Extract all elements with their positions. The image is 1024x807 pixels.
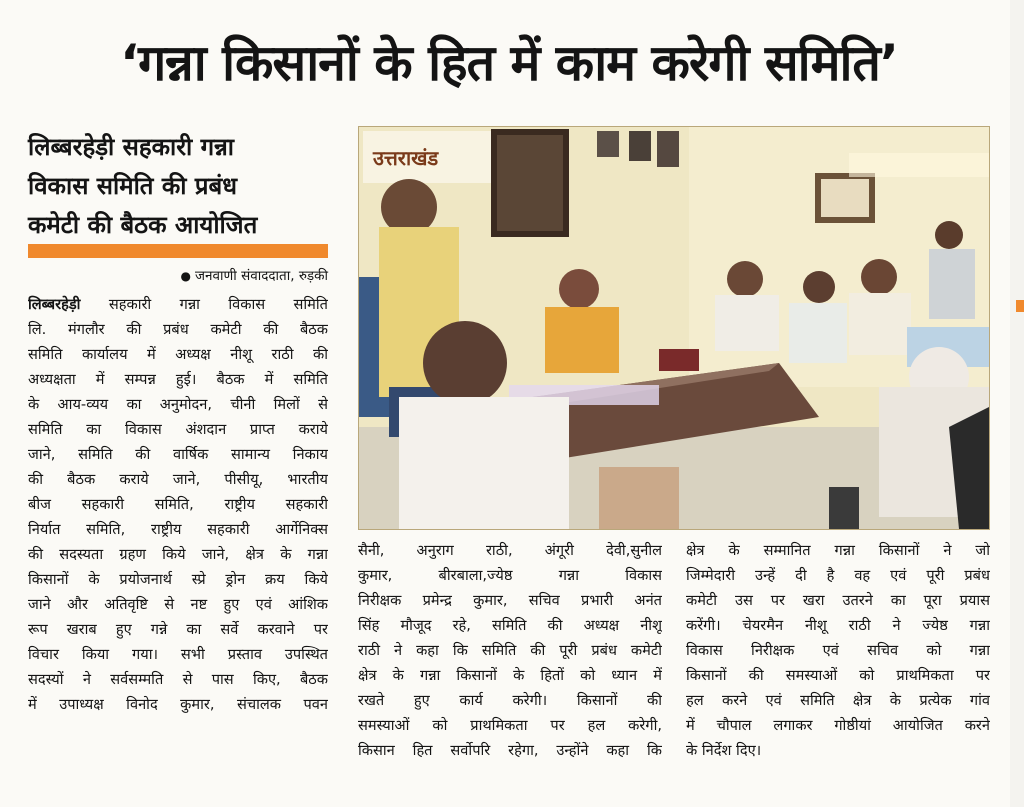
headline: ‘गन्ना किसानों के हित में काम करेगी समिति’ (120, 34, 898, 92)
subheadline-line: विकास समिति की प्रबंध (28, 172, 237, 200)
byline (28, 266, 328, 284)
subheadline-line: लिब्बरहेड़ी सहकारी गन्ना (28, 133, 235, 161)
article-line: की सदस्यता ग्रहण किये जाने, क्षेत्र के गन्ना (28, 546, 328, 563)
article-line: लिब्बरहेड़ी सहकारी गन्ना विकास समिति (28, 296, 328, 313)
article-line: किसानों के प्रयोजनार्थ स्प्रे ड्रोन क्रय किये (28, 571, 328, 588)
article-column-3 (686, 538, 990, 763)
article-line: क्षेत्र के सम्मानित गन्ना किसानों ने जो (686, 542, 990, 559)
article-line: जाने, समिति की वार्षिक सामान्य निकाय (28, 446, 328, 463)
article-line: किसानों की समस्याओं को प्राथमिकता पर (686, 667, 990, 684)
article-line: करेंगी। चेयरमैन नीशू राठी ने ज्येष्ठ गन्ना (686, 617, 990, 634)
article-line: रूप खराब हुए गन्ने का सर्वे करवाने पर (28, 621, 328, 638)
accent-bar (28, 244, 328, 258)
article-line: समिति कार्यालय में अध्यक्ष नीशू राठी की (28, 346, 328, 363)
article-line: विकास निरीक्षक एवं सचिव को गन्ना (686, 642, 990, 659)
article-line: अध्यक्षता में सम्पन्न हुई। बैठक में समिति (28, 371, 328, 388)
article-line: निर्यात समिति, राष्ट्रीय सहकारी आर्गेनिक्स (28, 521, 328, 538)
article-column-1 (28, 292, 328, 717)
article-line: सदस्यों ने सर्वसम्मति से पास किए, बैठक (28, 671, 328, 688)
article-line: रखते हुए कार्य करेगी। किसानों की (358, 692, 662, 709)
subheadline-line: कमेटी की बैठक आयोजित (28, 211, 258, 239)
article-line: निरीक्षक प्रमेन्द्र कुमार, सचिव प्रभारी अनंत (358, 592, 662, 609)
adjacent-accent-mark (1016, 300, 1024, 312)
article-line: में उपाध्यक्ष विनोद कुमार, संचालक पवन (28, 696, 328, 713)
lead-word: लिब्बरहेड़ी (28, 296, 81, 313)
article-line: बीज सहकारी समिति, राष्ट्रीय सहकारी (28, 496, 328, 513)
wall-sign-text: उत्तराखंड (373, 146, 439, 170)
article-line: विचार किया गया। सभी प्रस्ताव उपस्थित (28, 646, 328, 663)
article-line: के निर्देश दिए। (686, 742, 762, 759)
article-line: कुमार, बीरबाला,ज्येष्ठ गन्ना विकास (358, 567, 662, 584)
article-column-2 (358, 538, 662, 763)
bullet-icon: ● (180, 269, 192, 283)
article-line: सिंह मौजूद रहे, समिति की अध्यक्ष नीशू (358, 617, 662, 634)
article-line: क्षेत्र के गन्ना किसानों के हितों को ध्यान में (358, 667, 662, 684)
meeting-photo-illustration (359, 127, 989, 529)
article-line: में चौपाल लगाकर गोष्ठीयां आयोजित करने (686, 717, 990, 734)
article-line: जिम्मेदारी उन्हें दी है वह एवं पूरी प्रबंध (686, 567, 990, 584)
article-line: जाने और अतिवृष्टि से नष्ट हुए एवं आंशिक (28, 596, 328, 613)
article-line: के आय-व्यय का अनुमोदन, चीनी मिलों से (28, 396, 328, 413)
article-line: समिति का विकास अंशदान प्राप्त कराये (28, 421, 328, 438)
article-line: लि. मंगलौर की प्रबंध कमेटी की बैठक (28, 321, 328, 338)
byline-text: जनवाणी संवाददाता, रुड़की (195, 268, 328, 284)
article-line: सैनी, अनुराग राठी, अंगूरी देवी,सुनील (358, 542, 662, 559)
article-line: समस्याओं को प्राथमिकता पर हल करेगी, (358, 717, 662, 734)
article-line: हल करने एवं समिति क्षेत्र के प्रत्येक गांव (686, 692, 990, 709)
article-line: की बैठक कराये जाने, पीसीयू, भारतीय (28, 471, 328, 488)
meeting-photo (358, 126, 990, 530)
article-line: राठी ने कहा कि समिति की पूरी प्रबंध कमेटी (358, 642, 662, 659)
subheadline (28, 128, 328, 245)
adjacent-page-edge (1010, 0, 1024, 807)
article-line: कमेटी उस पर खरा उतरने का पूरा प्रयास (686, 592, 990, 609)
article-line: किसान हित सर्वोपरि रहेगा, उन्होंने कहा कि (358, 742, 662, 759)
